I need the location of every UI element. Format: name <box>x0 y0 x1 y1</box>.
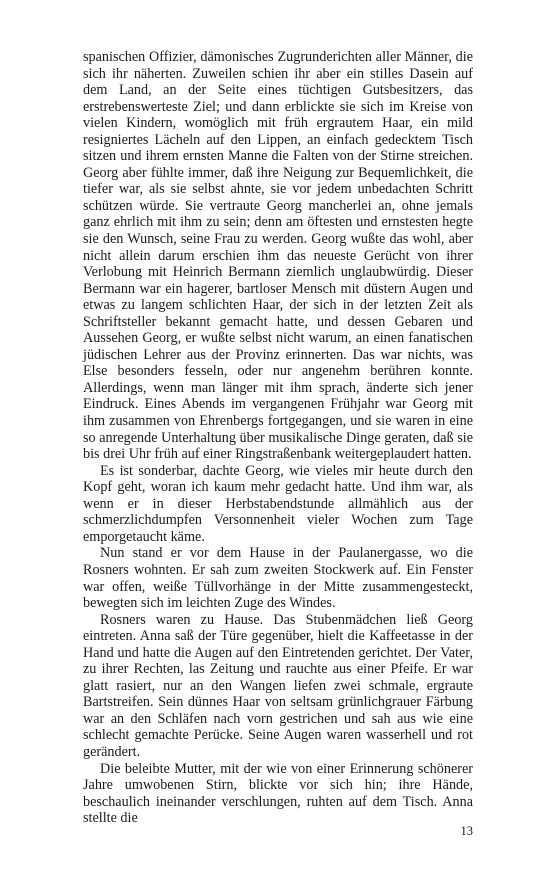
paragraph: Es ist sonderbar, dachte Georg, wie vieles mir heute durch den Kopf geht, woran ich kaum mehr gedacht hatte. Und ihm war, als wenn er in dieser Herbstabendstunde allmählich aus der schmerzlichdumpfen Versonnenheit vieler Wochen zum Tage emporgetaucht käme. <box>83 462 473 545</box>
paragraph: Nun stand er vor dem Hause in der Paulanergasse, wo die Rosners wohnten. Er sah zum zweiten Stockwerk auf. Ein Fenster war offen, weiße Tüllvorhänge in der Mitte zusammengesteckt, bewegten sich im leichten Zuge des Windes. <box>83 545 473 612</box>
paragraph: spanischen Offizier, dämonisches Zugrunderichten aller Männer, die sich ihr näherten. Zuweilen schien ihr aber ein stilles Dasein auf dem Land, an der Seite eines tüchtigen Gutsbesitzers, das erstrebenswerteste Ziel; und dann erblickte sie sich im Kreise von vielen Kindern, womöglich mit früh ergrautem Haar, ein mild resigniertes Lächeln auf den Lippen, an einfach gedecktem Tisch sitzen und ihrem ernsten Manne die Falten von der Stirne streichen. Georg aber fühlte immer, daß ihre Neigung zur Bequemlichkeit, die tiefer war, als sie selbst ahnte, sie vor jedem unbedachten Schritt schützen würde. Sie vertraute Georg mancherlei an, ohne jemals ganz ehrlich mit ihm zu sein; denn am öftesten und ernstesten hegte sie den Wunsch, seine Frau zu werden. Georg wußte das wohl, aber nicht allein darum erschien ihm das neueste Gerücht von ihrer Verlobung mit Heinrich Bermann ziemlich unglaubwürdig. Dieser Bermann war ein hagerer, bartloser Mensch mit düstern Augen und etwas zu langem schlichten Haar, der sich in der letzten Zeit als Schriftsteller bekannt gemacht hatte, und dessen Gebaren und Aussehen Georg, er wußte selbst nicht warum, an einen fanatischen jüdischen Lehrer aus der Provinz erinnerten. Das war nichts, was Else besonders fesseln, oder nur angenehm berühren konnte. Allerdings, wenn man länger mit ihm sprach, änderte sich jener Eindruck. Eines Abends im vergangenen Frühjahr war Georg mit ihm zusammen von Ehrenbergs fortgegangen, und sie waren in eine so anregende Unterhaltung über musikalische Dinge geraten, daß sie bis drei Uhr früh auf einer Ringstraßenbank weitergeplaudert hatten. <box>83 49 473 463</box>
paragraph: Die beleibte Mutter, mit der wie von einer Erinnerung schönerer Jahre umwobenen Stirn, blickte vor sich hin; ihre Hände, beschaulich ineinander verschlungen, ruhten auf dem Tisch. Anna stellte die <box>83 760 473 827</box>
body-text <box>83 49 473 827</box>
page-number: 13 <box>460 824 473 838</box>
paragraph: Rosners waren zu Hause. Das Stubenmädchen ließ Georg eintreten. Anna saß der Türe gegenüber, hielt die Kaffeetasse in der Hand und hatte die Augen auf den Eintretenden gerichtet. Der Vater, zu ihrer Rechten, las Zeitung und rauchte aus einer Pfeife. Er war glatt rasiert, nur an den Wangen liefen zwei schmale, ergraute Bartstreifen. Sein dünnes Haar von seltsam grünlichgrauer Färbung war an den Schläfen nach vorn gestrichen und sah aus wie eine schlecht gemachte Perücke. Seine Augen waren wasserhell und rot gerändert. <box>83 611 473 760</box>
